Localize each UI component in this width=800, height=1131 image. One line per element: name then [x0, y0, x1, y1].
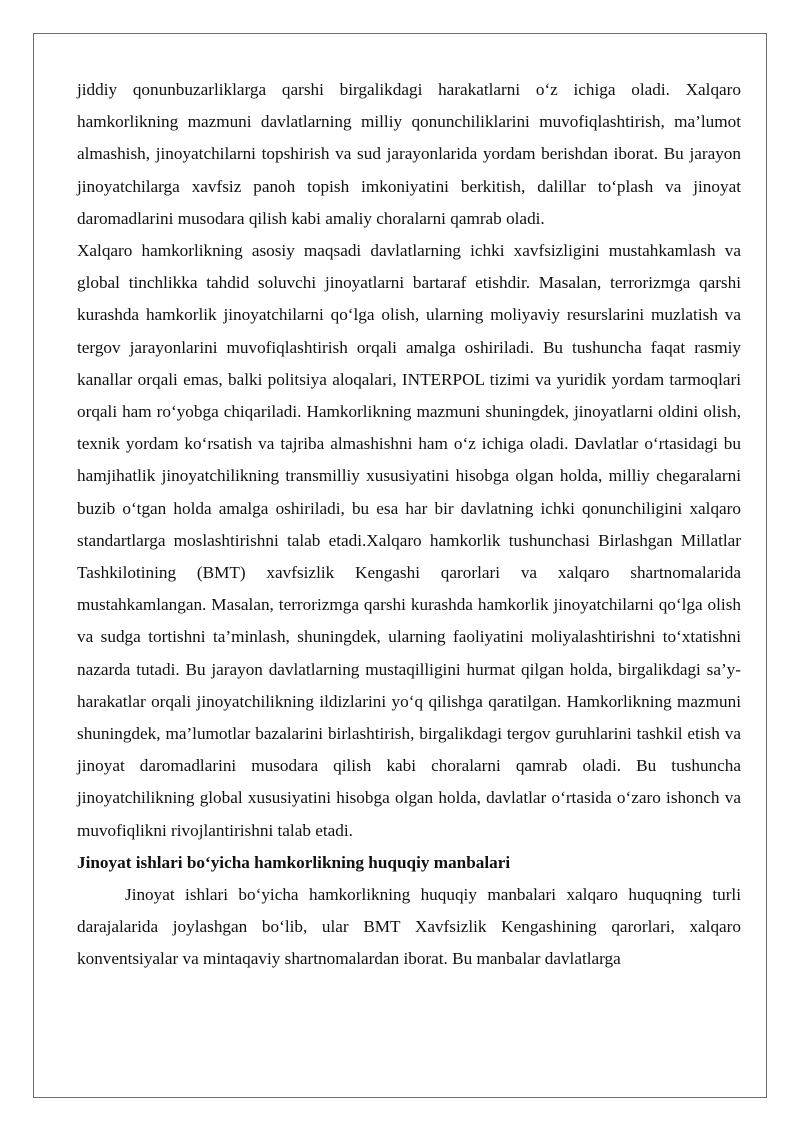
section-heading: Jinoyat ishlari bo‘yicha hamkorlikning huquqiy manbalari: [77, 852, 511, 872]
paragraph-continuation: jiddiy qonunbuzarliklarga qarshi birgalikdagi harakatlarni o‘z ichiga oladi. Xalqaro hamkorlikning mazmuni davlatlarning milliy qonunchiliklarini muvofiqlashtirish, ma’lumot almashish, jinoyatchilarni topshirish va sud jarayonlarida yordam berishdan iborat. Bu jarayon jinoyatchilarga xavfsiz panoh topish imkoniyatini berkitish, dalillar to‘plash va jinoyat daromadlarini musodara qilish kabi amaliy choralarni qamrab oladi.: [77, 80, 741, 228]
paragraph-international-cooperation: Xalqaro hamkorlikning asosiy maqsadi davlatlarning ichki xavfsizligini mustahkamlash va global tinchlikka tahdid soluvchi jinoyatlarni bartaraf etishdir. Masalan, terrorizmga qarshi kurashda hamkorlik jinoyatchilarni qo‘lga olish, ularning moliyaviy resurslarini muzlatish va tergov jarayonlarini muvofiqlashtirish orqali amalga oshiriladi. Bu tushuncha faqat rasmiy kanallar orqali emas, balki politsiya aloqalari, INTERPOL tizimi va yuridik yordam tarmoqlari orqali ham ro‘yobga chiqariladi. Hamkorlikning mazmuni shuningdek, jinoyatlarni oldini olish, texnik yordam ko‘rsatish va tajriba almashishni ham o‘z ichiga oladi. Davlatlar o‘rtasidagi bu hamjihatlik jinoyatchilikning transmilliy xususiyatini hisobga olgan holda, milliy chegaralarni buzib o‘tgan holda amalga oshiriladi, bu esa har bir davlatning ichki qonunchiligini xalqaro standartlarga moslashtirishni talab etadi.Xalqaro hamkorlik tushunchasi Birlashgan Millatlar Tashkilotining (BMT) xavfsizlik Kengashi qarorlari va xalqaro shartnomalarida mustahkamlangan. Masalan, terrorizmga qarshi kurashda hamkorlik jinoyatchilarni qo‘lga olish va sudga tortishni ta’minlash, shuningdek, ularning faoliyatini moliyalashtirishni to‘xtatishni nazarda tutadi. Bu jarayon davlatlarning mustaqilligini hurmat qilgan holda, birgalikdagi sa’y-harakatlar orqali jinoyatchilikning ildizlarini yo‘q qilishga qaratilgan. Hamkorlikning mazmuni shuningdek, ma’lumotlar bazalarini birlashtirish, birgalikdagi tergov guruhlarini tashkil etish va jinoyat daromadlarini musodara qilish kabi choralarni qamrab oladi. Bu tushuncha jinoyatchilikning global xususiyatini hisobga olgan holda, davlatlar o‘rtasida o‘zaro ishonch va muvofiqlikni rivojlantirishni talab etadi.: [77, 241, 741, 840]
paragraph-legal-sources: Jinoyat ishlari bo‘yicha hamkorlikning huquqiy manbalari xalqaro huquqning turli darajalarida joylashgan bo‘lib, ular BMT Xavfsizlik Kengashining qarorlari, xalqaro konventsiyalar va mintaqaviy shartnomalardan iborat. Bu manbalar davlatlarga: [77, 885, 741, 969]
document-body: [77, 74, 741, 976]
